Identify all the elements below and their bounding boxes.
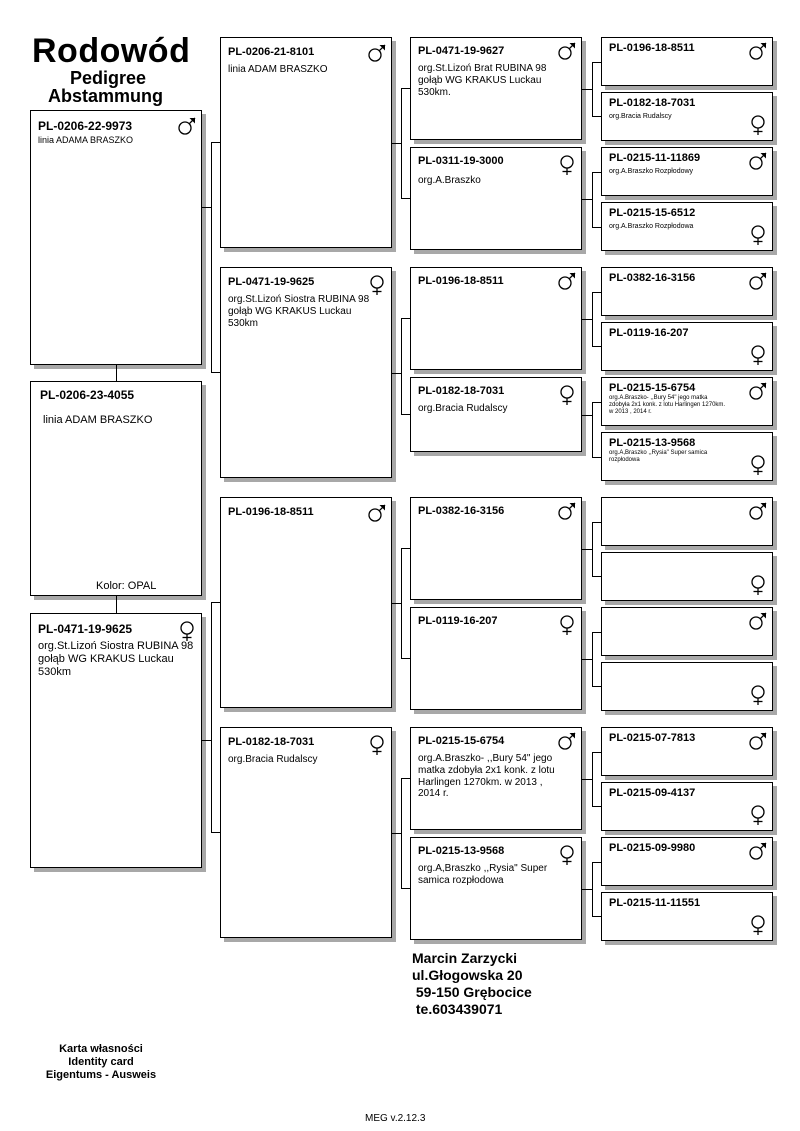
identity-card-pl: Karta własności <box>59 1043 143 1055</box>
pigeon-card-ddsd[interactable] <box>601 782 773 831</box>
pigeon-card-dddd[interactable] <box>601 892 773 941</box>
pigeon-info: org.St.Lizoń Brat RUBINA 98 gołąb WG KRAKUS Luckau 530km. <box>418 63 547 98</box>
pigeon-card-sds[interactable] <box>410 267 582 370</box>
pigeon-card-sire[interactable] <box>30 110 202 365</box>
ring-number: PL-0215-11-11869 <box>609 152 701 164</box>
ring-number: PL-0382-16-3156 <box>418 505 505 517</box>
pigeon-card-dssd[interactable] <box>601 552 773 601</box>
pigeon-card-dam[interactable] <box>30 613 202 868</box>
pigeon-info: org.St.Lizoń Siostra RUBINA 98 gołąb WG KRAKUS Luckau 530km <box>228 294 370 329</box>
pigeon-info: org.A,Braszko ,,Rysia" Super samica rozpłodowa <box>609 450 708 464</box>
connector-line <box>592 806 601 807</box>
connector-line <box>592 632 593 687</box>
connector-line <box>592 522 593 577</box>
identity-card-en: Identity card <box>68 1056 134 1068</box>
ring-number: PL-0182-18-7031 <box>228 736 315 748</box>
connector-line <box>592 522 601 523</box>
male-symbol-icon <box>748 151 768 171</box>
pigeon-card-ds[interactable] <box>220 497 392 708</box>
pigeon-card-ssss[interactable] <box>601 37 773 86</box>
pedigree-title: Rodowód <box>32 32 191 70</box>
owner-street: ul.Głogowska 20 <box>412 967 523 983</box>
connector-line <box>582 889 592 890</box>
owner-name: Marcin Zarzycki <box>412 950 518 966</box>
ring-number: PL-0471-19-9625 <box>38 622 133 636</box>
connector-line <box>582 659 592 660</box>
connector-line <box>592 916 601 917</box>
female-symbol-icon <box>748 915 768 935</box>
connector-line <box>401 658 410 659</box>
female-symbol-icon <box>748 805 768 825</box>
connector-line <box>202 207 211 208</box>
male-symbol-icon <box>748 381 768 401</box>
male-symbol-icon <box>177 116 197 136</box>
ring-number: PL-0182-18-7031 <box>609 97 696 109</box>
female-symbol-icon <box>748 455 768 475</box>
female-symbol-icon <box>748 115 768 135</box>
version-label: MEG v.2.12.3 <box>365 1113 426 1124</box>
ring-number: PL-0182-18-7031 <box>418 385 505 397</box>
ring-number: PL-0215-15-6512 <box>609 207 696 219</box>
ring-number: PL-0215-15-6754 <box>609 382 696 394</box>
connector-line <box>592 402 601 403</box>
connector-line <box>592 172 601 173</box>
ring-number: PL-0215-09-4137 <box>609 787 696 799</box>
owner-phone: te.603439071 <box>412 1001 503 1017</box>
ring-number: PL-0215-11-11551 <box>609 897 701 909</box>
connector-line <box>211 832 220 833</box>
female-symbol-icon <box>748 685 768 705</box>
male-symbol-icon <box>367 503 387 523</box>
ring-number: PL-0206-23-4055 <box>40 388 135 402</box>
connector-line <box>401 318 410 319</box>
connector-line <box>211 602 212 832</box>
pigeon-card-dsds[interactable] <box>601 607 773 656</box>
connector-line <box>592 457 601 458</box>
connector-line <box>392 143 401 144</box>
male-symbol-icon <box>557 731 577 751</box>
connector-line <box>401 88 402 199</box>
pigeon-card-subject[interactable] <box>30 381 202 596</box>
pigeon-info: org.A.Braszko- ,,Bury 54" jego matka zdobyła 2x1 konk. z lotu Harlingen 1270km. w 2013 , 2014 r. <box>418 753 555 800</box>
pigeon-info: org.Bracia Rudalscy <box>609 113 672 120</box>
male-symbol-icon <box>557 41 577 61</box>
female-symbol-icon <box>557 845 577 865</box>
ring-number: PL-0471-19-9625 <box>228 276 315 288</box>
connector-line <box>401 88 410 89</box>
pigeon-card-ssd[interactable] <box>410 147 582 250</box>
pigeon-info: linia ADAM BRASZKO <box>228 64 328 75</box>
pigeon-card-sddd[interactable] <box>601 432 773 481</box>
ring-number: PL-0471-19-9627 <box>418 45 505 57</box>
pigeon-card-sd[interactable] <box>220 267 392 478</box>
pigeon-info: org.Bracia Rudalscy <box>228 754 318 765</box>
pigeon-card-sssd[interactable] <box>601 92 773 141</box>
connector-line <box>401 318 402 415</box>
connector-line <box>592 172 593 228</box>
pigeon-info: org.A.Braszko Rozpłodowa <box>609 223 694 230</box>
connector-line <box>392 603 401 604</box>
male-symbol-icon <box>367 43 387 63</box>
connector-line <box>401 198 410 199</box>
ring-number: PL-0196-18-8511 <box>418 275 504 287</box>
pigeon-info: org.St.Lizoń Siostra RUBINA 98 gołąb WG KRAKUS Luckau 530km <box>38 640 194 678</box>
connector-line <box>392 373 401 374</box>
male-symbol-icon <box>557 271 577 291</box>
owner-address <box>412 950 532 1018</box>
ring-number: PL-0206-21-8101 <box>228 46 315 58</box>
color-label: Kolor: OPAL <box>96 580 157 592</box>
connector-line <box>211 142 212 372</box>
connector-line <box>592 862 593 917</box>
pigeon-card-ddd[interactable] <box>410 837 582 940</box>
pigeon-card-sss[interactable] <box>410 37 582 140</box>
pigeon-card-dsss[interactable] <box>601 497 773 546</box>
male-symbol-icon <box>748 841 768 861</box>
pigeon-card-dds[interactable] <box>410 727 582 830</box>
pigeon-card-dd[interactable] <box>220 727 392 938</box>
pigeon-card-dsdd[interactable] <box>601 662 773 711</box>
connector-line <box>592 632 601 633</box>
connector-line <box>211 372 220 373</box>
connector-line <box>582 549 592 550</box>
pigeon-info: linia ADAM BRASZKO <box>43 414 153 426</box>
identity-card-de: Eigentums - Ausweis <box>45 1069 157 1081</box>
male-symbol-icon <box>557 501 577 521</box>
pigeon-card-sdd[interactable] <box>410 377 582 452</box>
connector-line <box>116 365 117 381</box>
female-symbol-icon <box>557 385 577 405</box>
connector-line <box>116 596 117 613</box>
pigeon-info: org.A,Braszko ,,Rysia" Super samica rozpłodowa <box>418 863 548 886</box>
pigeon-info: org.A.Braszko- ,,Bury 54" jego matka zdobyła 2x1 konk. z lotu Harlingen 1270km. w 2013 , 2014 r. <box>609 395 726 416</box>
female-symbol-icon <box>367 275 387 295</box>
pigeon-card-ddss[interactable] <box>601 727 773 776</box>
female-symbol-icon <box>557 615 577 635</box>
connector-line <box>592 227 601 228</box>
connector-line <box>211 142 220 143</box>
ring-number: PL-0215-13-9568 <box>418 845 505 857</box>
pigeon-card-sdsd[interactable] <box>601 322 773 371</box>
pigeon-card-dsd[interactable] <box>410 607 582 710</box>
pigeon-info: org.Bracia Rudalscy <box>418 403 508 414</box>
connector-line <box>592 862 601 863</box>
female-symbol-icon <box>748 575 768 595</box>
connector-line <box>582 779 592 780</box>
connector-line <box>592 62 593 117</box>
pigeon-card-ssdd[interactable] <box>601 202 773 251</box>
ring-number: PL-0196-18-8511 <box>228 506 314 518</box>
connector-line <box>582 319 592 320</box>
pigeon-card-sdds[interactable] <box>601 377 773 426</box>
male-symbol-icon <box>748 501 768 521</box>
connector-line <box>592 402 593 458</box>
male-symbol-icon <box>748 611 768 631</box>
connector-line <box>582 199 592 200</box>
connector-line <box>592 62 601 63</box>
connector-line <box>211 602 220 603</box>
ring-number: PL-0119-16-207 <box>418 615 498 627</box>
connector-line <box>592 576 601 577</box>
connector-line <box>592 346 601 347</box>
female-symbol-icon <box>748 345 768 365</box>
connector-line <box>592 686 601 687</box>
male-symbol-icon <box>748 41 768 61</box>
ring-number: PL-0215-13-9568 <box>609 437 696 449</box>
male-symbol-icon <box>748 271 768 291</box>
pigeon-card-ssds[interactable] <box>601 147 773 196</box>
connector-line <box>401 414 410 415</box>
connector-line <box>202 740 211 741</box>
pigeon-card-dss[interactable] <box>410 497 582 600</box>
ring-number: PL-0119-16-207 <box>609 327 689 339</box>
connector-line <box>401 778 402 889</box>
connector-line <box>401 888 410 889</box>
female-symbol-icon <box>177 621 197 641</box>
pigeon-card-ss[interactable] <box>220 37 392 248</box>
ring-number: PL-0382-16-3156 <box>609 272 696 284</box>
connector-line <box>582 415 592 416</box>
pigeon-info: org.A.Braszko <box>418 175 481 186</box>
connector-line <box>592 292 593 347</box>
ring-number: PL-0215-15-6754 <box>418 735 505 747</box>
female-symbol-icon <box>557 155 577 175</box>
pedigree-subtitle-de: Abstammung <box>48 86 164 106</box>
connector-line <box>582 89 592 90</box>
connector-line <box>592 752 601 753</box>
connector-line <box>401 548 402 659</box>
ring-number: PL-0196-18-8511 <box>609 42 695 54</box>
connector-line <box>592 116 601 117</box>
pigeon-card-ddds[interactable] <box>601 837 773 886</box>
connector-line <box>401 778 410 779</box>
ring-number: PL-0311-19-3000 <box>418 155 504 167</box>
pigeon-card-sdss[interactable] <box>601 267 773 316</box>
ring-number: PL-0215-09-9980 <box>609 842 696 854</box>
connector-line <box>592 752 593 807</box>
connector-line <box>401 548 410 549</box>
pedigree-subtitle-en: Pedigree <box>70 68 147 88</box>
female-symbol-icon <box>748 225 768 245</box>
male-symbol-icon <box>748 731 768 751</box>
female-symbol-icon <box>367 735 387 755</box>
connector-line <box>592 292 601 293</box>
ring-number: PL-0206-22-9973 <box>38 119 133 133</box>
connector-line <box>392 833 401 834</box>
pigeon-info: org.A.Braszko Rozpłodowy <box>609 168 694 175</box>
identity-card-label <box>36 1043 166 1082</box>
pigeon-info: linia ADAMA BRASZKO <box>38 135 134 145</box>
ring-number: PL-0215-07-7813 <box>609 732 696 744</box>
owner-city: 59-150 Grębocice <box>412 984 532 1000</box>
